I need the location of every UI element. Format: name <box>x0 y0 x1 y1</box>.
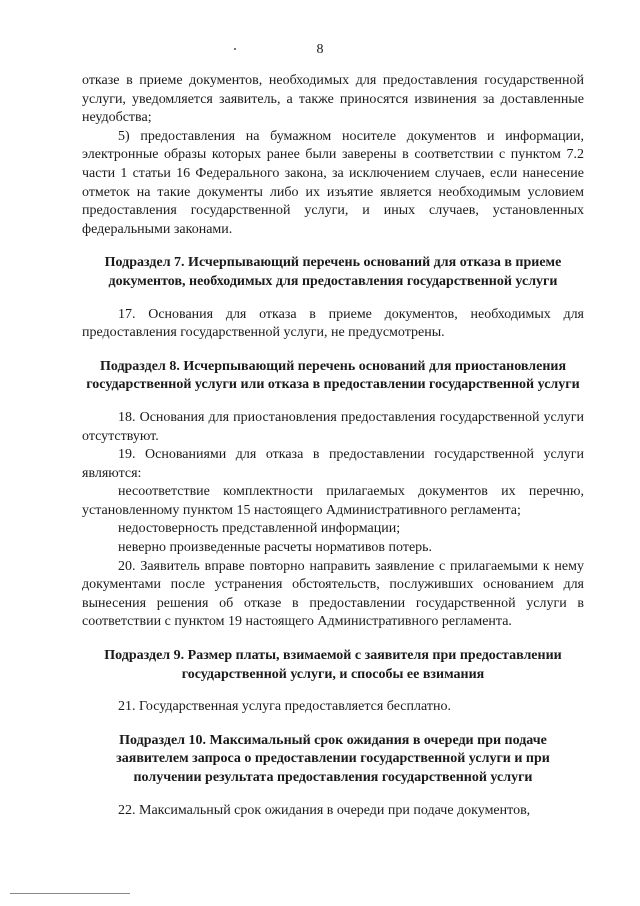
paragraph: 5) предоставления на бумажном носителе документов и информации, электронные образы которых ранее были заверены в соответствии с пунктом 7.2 части 1 статьи 16 Федерального закона, за исключением случаев, если нанесение отметок на такие документы либо их изъятие является необходимым условием предоставления государственной услуги, и иных случаев, установленных федеральными законами. <box>82 128 584 237</box>
list-item: недостоверность представленной информации; <box>118 521 401 537</box>
paragraph: 17. Основания для отказа в приеме документов, необходимых для предоставления государственной услуги, не предусмотрены. <box>82 306 584 341</box>
section-heading-7: Подраздел 7. Исчерпывающий перечень оснований для отказа в приеме документов, необходимых для предоставления государственной услуги <box>104 255 562 289</box>
list-item: неверно произведенные расчеты нормативов потерь. <box>118 540 433 556</box>
paragraph: 21. Государственная услуга предоставляется бесплатно. <box>118 699 451 715</box>
paragraph: 22. Максимальный срок ожидания в очереди при подаче документов, <box>118 802 531 818</box>
list-item: несоответствие комплектности прилагаемых документов их перечню, установленному пунктом 15 настоящего Административного регламента; <box>82 484 584 518</box>
page-number: 8 <box>316 42 324 57</box>
document-body <box>82 72 584 820</box>
paragraph: 20. Заявитель вправе повторно направить заявление с прилагаемыми к нему документами после устранения обстоятельств, послуживших основанием для вынесения решения об отказе в предоставлении государственной услуги в соответствии с пунктом 19 настоящего Административного регламента. <box>82 558 584 630</box>
paragraph: 18. Основания для приостановления предоставления государственной услуги отсутствуют. <box>82 409 584 444</box>
section-heading-10: Подраздел 10. Максимальный срок ожидания в очереди при подаче заявителем запроса о предоставлении государственной услуги и при получении результата предоставления государственной услуги <box>116 732 550 785</box>
paragraph: 19. Основаниями для отказа в предоставлении государственной услуги являются: <box>82 447 584 481</box>
scan-edge-line <box>10 893 130 894</box>
scan-speck <box>234 48 236 50</box>
section-heading-8: Подраздел 8. Исчерпывающий перечень оснований для приостановления государственной услуги или отказа в предоставлении государственной услуги <box>86 358 580 393</box>
section-heading-9: Подраздел 9. Размер платы, взимаемой с заявителя при предоставлении государственной услуги, и способы ее взимания <box>104 648 562 682</box>
paragraph: отказе в приеме документов, необходимых для предоставления государственной услуги, уведомляется заявитель, а также приносятся извинения за доставленные неудобства; <box>82 73 584 126</box>
